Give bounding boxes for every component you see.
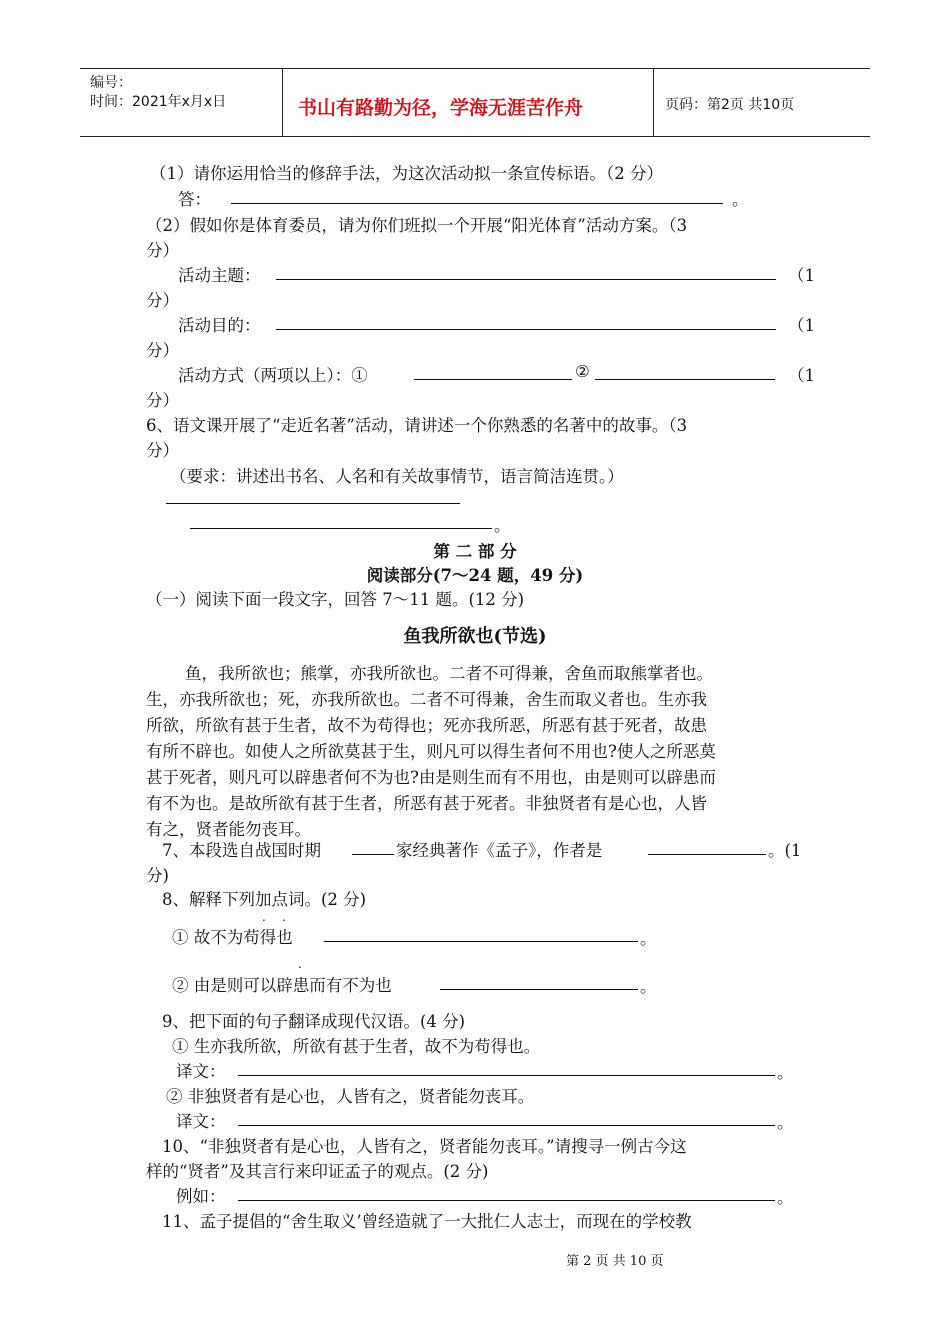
passage-line: 甚于死者，则凡可以辟患者何不为也?由是则生而有不用也，由是则可以辟患而: [146, 768, 716, 787]
header-number: 编号：: [90, 75, 132, 91]
header-top-rule: [80, 68, 870, 69]
passage-line: 生，亦我所欲也；死，亦我所欲也。二者不可得兼，舍生而取义者也。生亦我: [146, 690, 707, 709]
activity-purpose-blank[interactable]: [276, 312, 776, 330]
story-blank-1[interactable]: [166, 486, 460, 504]
header-divider: [653, 68, 654, 136]
question-9-item-2: ② 非独贤者有是心也，人皆有之，贤者能勿丧耳。: [166, 1087, 535, 1106]
question-10: 10、“非独贤者有是心也，人皆有之，贤者能勿丧耳。”请搜寻一例古今这: [162, 1137, 687, 1156]
score: （1: [788, 316, 815, 335]
header-date: 时间：2021年x月x日: [90, 94, 227, 110]
score: （1: [788, 266, 815, 285]
header-bottom-rule: [80, 136, 870, 137]
passage-line: 鱼，我所欲也；熊掌，亦我所欲也。二者不可得兼，舍鱼而取熊掌者也。: [185, 664, 713, 683]
example-label: 例如：: [176, 1187, 226, 1206]
part-two-title: 第 二 部 分: [433, 542, 517, 561]
emphasis-dot: .: [262, 910, 266, 924]
question-9: 9、把下面的句子翻译成现代汉语。(4 分): [162, 1012, 466, 1031]
question-7-part-a: 7、本段选自战国时期: [162, 841, 321, 860]
translation-label: 译文：: [176, 1062, 226, 1081]
activity-method-label: 活动方式（两项以上）：①: [178, 366, 368, 385]
question-8: 8、解释下列加点词。(2 分): [162, 890, 367, 909]
period: 。: [732, 190, 749, 209]
story-blank-2[interactable]: [190, 511, 492, 529]
translation-label: 译文：: [176, 1112, 226, 1131]
question-10-cont: 样的“贤者”及其言行来印证孟子的观点。(2 分): [146, 1162, 489, 1181]
translation-blank-1[interactable]: [238, 1058, 775, 1076]
question-7-blank-2[interactable]: [648, 837, 766, 855]
question-8-item-2: ② 由是则可以辟患而有不为也: [172, 976, 392, 995]
circled-2: ②: [575, 362, 590, 381]
activity-theme-blank[interactable]: [276, 262, 776, 280]
question-9-item-1: ① 生亦我所欲，所欲有甚于生者，故不为苟得也。: [172, 1037, 541, 1056]
period: 。: [777, 1113, 794, 1132]
period: 。: [494, 516, 511, 535]
translation-blank-2[interactable]: [238, 1108, 775, 1126]
passage-line: 所欲，所欲有甚于生者，故不为苟得也；死亦我所恶，所恶有甚于死者，故患: [146, 716, 707, 735]
activity-method-blank-2[interactable]: [595, 362, 775, 380]
passage-line: 有不为也。是故所欲有甚于生者，所恶有甚于死者。非独贤者有是心也，人皆: [146, 794, 707, 813]
score: （1: [788, 366, 815, 385]
part-two-subtitle: 阅读部分(7～24 题，49 分): [366, 566, 584, 585]
emphasis-dot: .: [298, 957, 302, 971]
header-motto: 书山有路勤为径，学海无涯苦作舟: [298, 97, 584, 119]
question-11: 11、孟子提倡的“舍生取义’曾经造就了一大批仁人志士，而现在的学校教: [162, 1212, 692, 1231]
question-7-part-b: 家经典著作《孟子》，作者是: [396, 841, 603, 860]
question-8-blank-1[interactable]: [324, 924, 638, 942]
question-2: （2）假如你是体育委员，请为你们班拟一个开展“阳光体育”活动方案。（3: [146, 216, 688, 235]
question-1: （1）请你运用恰当的修辞手法，为这次活动拟一条宣传标语。（2 分）: [150, 164, 663, 183]
question-6-cont: 分）: [146, 441, 179, 460]
header-divider: [282, 68, 283, 136]
question-8-blank-2[interactable]: [440, 972, 638, 990]
question-6: 6、语文课开展了“走近名著”活动，请讲述一个你熟悉的名著中的故事。（3: [146, 416, 688, 435]
answer-label: 答：: [178, 190, 211, 209]
answer-blank[interactable]: [231, 186, 723, 204]
question-8-item-1: ① 故不为苟得也: [172, 928, 293, 947]
header-page: 页码：第2页 共10页: [665, 97, 795, 113]
activity-theme-label: 活动主题：: [178, 266, 261, 285]
question-6-requirement: （要求：讲述出书名、人名和有关故事情节，语言简洁连贯。）: [170, 467, 624, 486]
score-cont: 分）: [146, 341, 179, 360]
period: 。: [777, 1188, 794, 1207]
activity-purpose-label: 活动目的：: [178, 316, 261, 335]
period: 。: [777, 1063, 794, 1082]
passage-title: 鱼我所欲也(节选): [403, 626, 547, 647]
page-footer: 第 2 页 共 10 页: [566, 1254, 664, 1269]
score-cont: 分）: [146, 391, 179, 410]
section-1-heading: （一）阅读下面一段文字，回答 7～11 题。(12 分): [146, 590, 525, 609]
example-blank[interactable]: [238, 1183, 775, 1201]
period: 。: [640, 977, 657, 996]
passage-line: 有之，贤者能勿丧耳。: [146, 820, 311, 839]
score-cont: 分）: [146, 291, 179, 310]
period: 。: [640, 929, 657, 948]
activity-method-blank-1[interactable]: [414, 362, 572, 380]
passage-line: 有所不辟也。如使人之所欲莫甚于生，则凡可以得生者何不用也?使人之所恶莫: [146, 742, 716, 761]
question-2-cont: 分）: [146, 241, 179, 260]
question-7-score-cont: 分): [146, 866, 169, 885]
question-7-score: 。(1: [768, 841, 802, 860]
question-7-blank-1[interactable]: [352, 837, 394, 855]
emphasis-dot: .: [282, 910, 286, 924]
